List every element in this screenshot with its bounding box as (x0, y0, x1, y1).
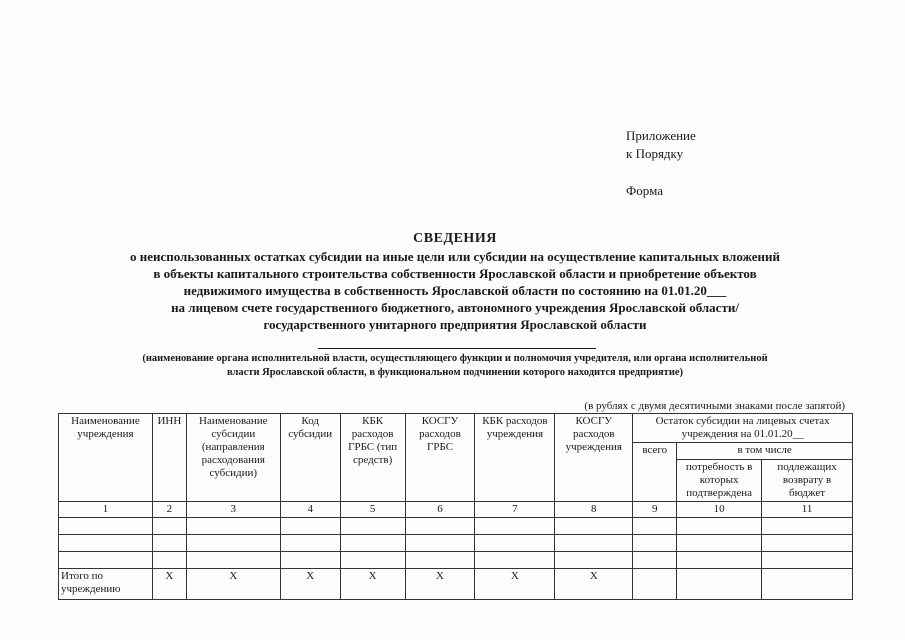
x-mark: X (555, 569, 633, 600)
header-kbk-grbs: КБК расходов ГРБС (тип средств) (340, 414, 405, 502)
title-line-1: о неиспользованных остатках субсидии на иные цели или субсидии на осуществление капитальных вложений (129, 249, 781, 264)
x-mark: X (405, 569, 475, 600)
header-subsidy-code: Код субсидии (280, 414, 340, 502)
x-mark: X (340, 569, 405, 600)
title-line-2: в объекты капитального строительства собственности Ярославской области и приобретение объектов (153, 266, 757, 281)
caption-line-1: (наименование органа исполнительной власти, осуществляющего функции и полномочия учредителя, или органа исполнительной (142, 353, 768, 364)
appendix-line-2: к Порядку (626, 146, 684, 161)
authority-caption (40, 352, 870, 380)
header-kosgu-institution: КОСГУ расходов учреждения (555, 414, 633, 502)
header-total: всего (633, 443, 677, 502)
header-kosgu-grbs: КОСГУ расходов ГРБС (405, 414, 475, 502)
document-title (40, 230, 870, 333)
header-remainder: Остаток субсидии на лицевых счетах учреждения на 01.01.20__ (633, 414, 853, 443)
form-label: Форма (626, 183, 663, 198)
title-line-4: на лицевом счете государственного бюджетного, автономного учреждения Ярославской области/ (171, 300, 739, 315)
column-number: 8 (555, 502, 633, 518)
header-including: в том числе (677, 443, 853, 460)
header-inn: ИНН (152, 414, 186, 502)
header-kbk-institution: КБК расходов учреждения (475, 414, 555, 502)
header-row (59, 414, 853, 443)
header-to-return: подлежащих возврату в бюджет (762, 460, 853, 502)
header-subsidy-name: Наименование субсидии (направления расходования субсидии) (186, 414, 280, 502)
x-mark: X (280, 569, 340, 600)
column-number: 3 (186, 502, 280, 518)
column-number: 7 (475, 502, 555, 518)
appendix-line-1: Приложение (626, 128, 696, 143)
x-mark: X (186, 569, 280, 600)
subsidy-table (58, 413, 853, 600)
total-label: Итого по учреждению (59, 569, 153, 600)
table-row (59, 518, 853, 535)
appendix-note (626, 127, 696, 163)
x-mark: X (152, 569, 186, 600)
title-heading: СВЕДЕНИЯ (413, 231, 497, 246)
column-number: 2 (152, 502, 186, 518)
authority-name-line (318, 348, 596, 349)
column-number: 11 (762, 502, 853, 518)
column-number: 6 (405, 502, 475, 518)
table-row (59, 535, 853, 552)
column-number: 9 (633, 502, 677, 518)
column-number: 1 (59, 502, 153, 518)
title-line-5: государственного унитарного предприятия Ярославской области (263, 317, 647, 332)
caption-line-2: власти Ярославской области, в функциональном подчинении которого находится предприятие) (226, 367, 684, 378)
x-mark: X (475, 569, 555, 600)
column-number: 10 (677, 502, 762, 518)
column-number: 4 (280, 502, 340, 518)
column-numbers-row (59, 502, 853, 518)
header-confirmed: потребность в которых подтверждена (677, 460, 762, 502)
units-note: (в рублях с двумя десятичными знаками после запятой) (584, 400, 845, 412)
title-line-3: недвижимого имущества в собственность Ярославской области по состоянию на 01.01.20___ (183, 283, 727, 298)
header-institution: Наименование учреждения (59, 414, 153, 502)
total-row (59, 569, 853, 600)
table-row (59, 552, 853, 569)
column-number: 5 (340, 502, 405, 518)
